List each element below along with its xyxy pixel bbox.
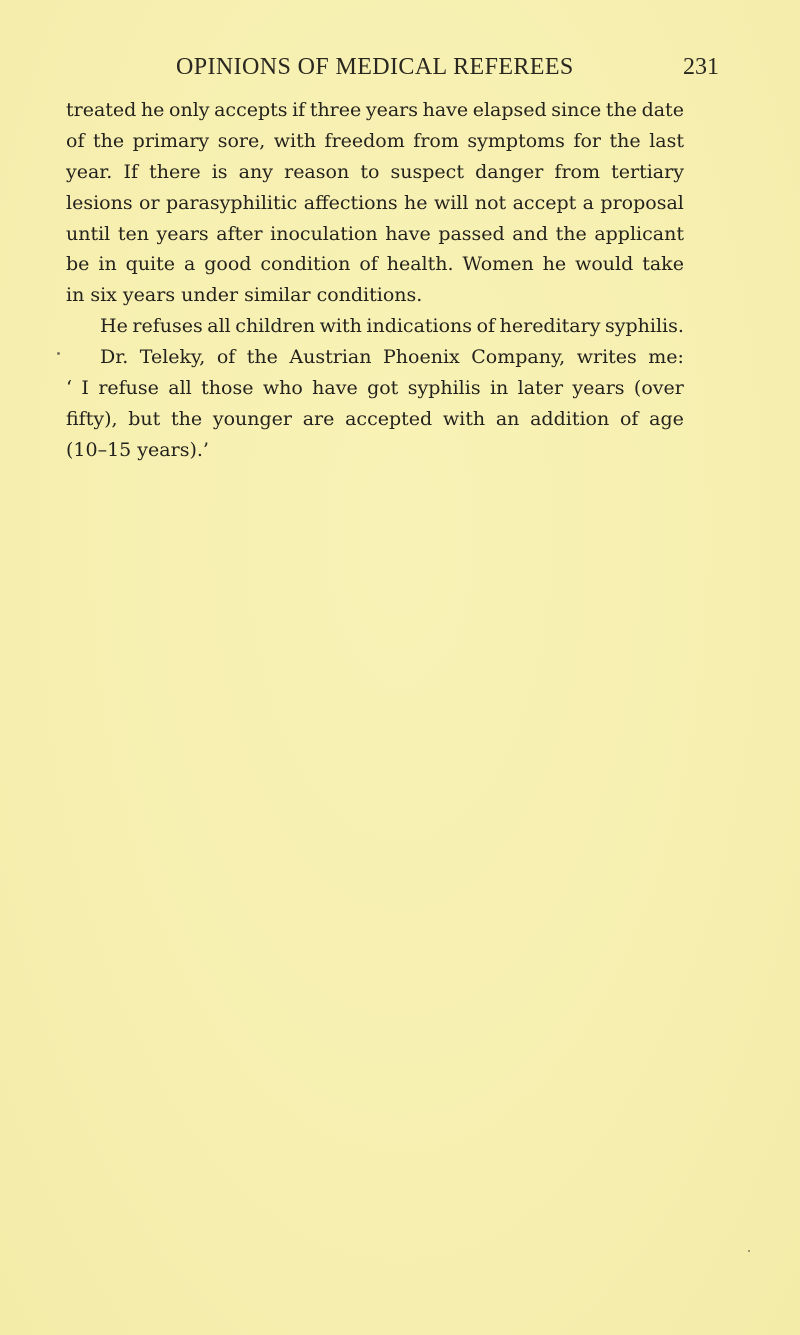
body-text <box>66 95 684 466</box>
word: the <box>605 99 637 121</box>
page-number: 231 <box>683 54 719 80</box>
word: indications <box>366 315 473 338</box>
word: who <box>262 377 303 400</box>
word: health. <box>386 253 454 276</box>
text-line <box>66 373 684 404</box>
text-line: (10–15 years).’ <box>66 438 209 461</box>
word: addition <box>530 407 610 430</box>
text-line <box>66 188 684 219</box>
word: after <box>216 222 263 245</box>
word: an <box>495 407 520 430</box>
word: any <box>238 160 273 183</box>
text-line: in six years under similar conditions. <box>66 284 423 307</box>
word: syphilis <box>407 377 481 400</box>
word: primary <box>132 129 210 152</box>
word: be <box>66 253 90 276</box>
page-speck <box>748 1250 750 1252</box>
word: ‘ <box>66 377 73 400</box>
word: would <box>575 253 634 276</box>
word: accepts <box>214 99 288 121</box>
word: fifty), <box>66 407 118 430</box>
word: there <box>149 160 201 183</box>
text-line <box>66 126 684 157</box>
word: refuse <box>98 377 159 400</box>
word: Dr. <box>100 346 129 369</box>
word: years <box>365 99 418 121</box>
word: all <box>168 377 192 400</box>
word: He <box>100 315 128 338</box>
word: age <box>649 407 684 430</box>
text-line <box>66 219 684 250</box>
word: refuses <box>132 315 203 338</box>
word: (over <box>633 377 684 400</box>
word: lesions <box>66 191 133 214</box>
word: in <box>98 253 117 276</box>
word: a <box>582 191 594 214</box>
word: he <box>542 253 567 276</box>
text-line <box>66 249 684 280</box>
word: suspect <box>390 160 464 183</box>
word: have <box>385 222 431 245</box>
word: of <box>476 315 496 338</box>
word: children <box>235 315 316 338</box>
word: treated <box>66 99 137 121</box>
word: applicant <box>594 222 684 245</box>
word: he <box>404 191 428 214</box>
word: good <box>204 253 252 276</box>
word: ten <box>117 222 149 245</box>
word: condition <box>260 253 351 276</box>
word: sore, <box>217 129 266 152</box>
word: the <box>246 346 278 369</box>
word: me: <box>648 346 684 369</box>
word: syphilis. <box>605 315 684 338</box>
word: have <box>422 99 469 121</box>
word: Company, <box>471 346 566 369</box>
word: quite <box>125 253 176 276</box>
word: tertiary <box>611 160 684 183</box>
word: have <box>312 377 358 400</box>
word: of <box>359 253 378 276</box>
word: last <box>649 129 684 152</box>
word: from <box>554 160 600 183</box>
word: date <box>641 99 684 121</box>
word: I <box>81 377 89 400</box>
word: will <box>433 191 469 214</box>
word: until <box>66 222 111 245</box>
word: got <box>367 377 399 400</box>
word: but <box>128 407 161 430</box>
word: the <box>171 407 203 430</box>
word: or <box>139 191 160 214</box>
word: hereditary <box>499 315 601 338</box>
text-line <box>66 342 684 373</box>
word: with <box>442 407 486 430</box>
word: reason <box>284 160 350 183</box>
word: all <box>207 315 231 338</box>
word: not <box>474 191 507 214</box>
word: from <box>413 129 459 152</box>
word: Teleky, <box>139 346 206 369</box>
chapter-title: OPINIONS OF MEDICAL REFEREES <box>176 54 574 80</box>
word: freedom <box>324 129 405 152</box>
word: with <box>319 315 362 338</box>
word: accept <box>512 191 577 214</box>
word: year. <box>66 160 113 183</box>
word: only <box>169 99 210 121</box>
word: inoculation <box>270 222 378 245</box>
word: If <box>123 160 139 183</box>
page-speck <box>57 352 60 355</box>
word: danger <box>475 160 544 183</box>
word: to <box>360 160 380 183</box>
word: passed <box>438 222 505 245</box>
word: Austrian <box>289 346 372 369</box>
word: the <box>555 222 587 245</box>
word: in <box>489 377 509 400</box>
word: of <box>619 407 639 430</box>
word: are <box>302 407 335 430</box>
word: he <box>140 99 165 121</box>
word: younger <box>212 407 292 430</box>
word: take <box>642 253 684 276</box>
text-line <box>66 404 684 435</box>
word: of <box>66 129 85 152</box>
word: later <box>517 377 564 400</box>
word: those <box>201 377 254 400</box>
word: since <box>551 99 602 121</box>
word: years <box>572 377 625 400</box>
word: three <box>309 99 362 121</box>
word: Women <box>462 253 534 276</box>
word: proposal <box>600 191 684 214</box>
word: affections <box>303 191 398 214</box>
word: symptoms <box>467 129 565 152</box>
word: the <box>609 129 641 152</box>
word: a <box>183 253 196 276</box>
word: accepted <box>345 407 433 430</box>
word: if <box>292 99 306 121</box>
word: Phoenix <box>383 346 460 369</box>
word: for <box>573 129 602 152</box>
running-head <box>66 54 719 88</box>
word: is <box>211 160 228 183</box>
text-line <box>66 157 684 188</box>
word: of <box>216 346 236 369</box>
word: parasyphilitic <box>165 191 298 214</box>
text-line <box>66 311 684 342</box>
word: writes <box>576 346 637 369</box>
word: with <box>273 129 316 152</box>
word: the <box>93 129 125 152</box>
word: years <box>156 222 209 245</box>
word: elapsed <box>472 99 547 121</box>
text-line <box>66 95 684 126</box>
word: and <box>512 222 549 245</box>
